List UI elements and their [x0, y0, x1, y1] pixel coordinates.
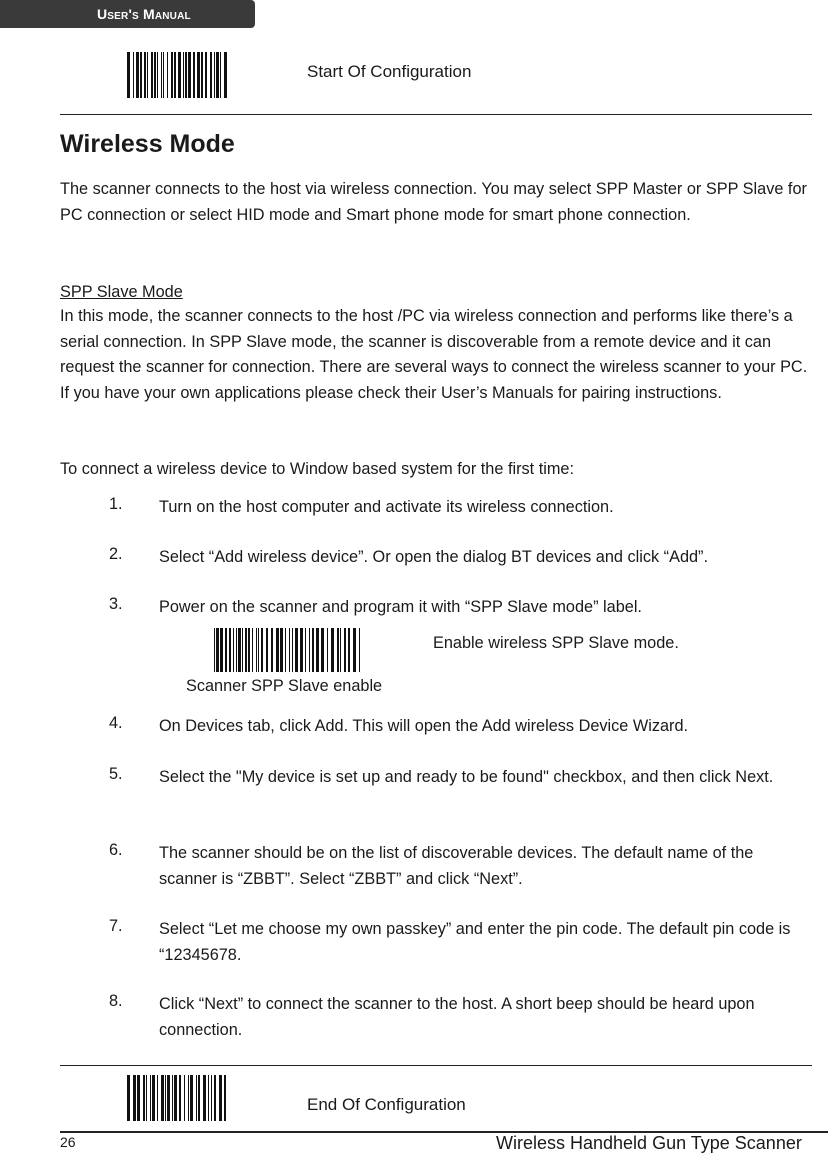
barcode-bar	[198, 1075, 200, 1121]
step-text: Click “Next” to connect the scanner to the host. A short beep should be heard upon connection.	[159, 995, 755, 1039]
barcode-bar	[229, 628, 231, 672]
barcode-bar	[285, 628, 286, 672]
start-config-barcode	[127, 52, 227, 98]
barcode-bar	[321, 628, 324, 672]
end-config-label: End Of Configuration	[307, 1095, 466, 1114]
page-number: 26	[60, 1134, 76, 1150]
barcode-bar	[184, 1075, 185, 1121]
barcode-bar	[140, 52, 142, 98]
barcode-bar	[197, 52, 200, 98]
step-number: 5.	[109, 765, 123, 783]
step-number: 3.	[109, 595, 123, 613]
barcode-bar	[280, 628, 283, 672]
barcode-bar	[185, 52, 187, 98]
barcode-bar	[167, 1075, 170, 1121]
barcode-bar	[196, 1075, 197, 1121]
end-config-barcode-image	[127, 1075, 227, 1121]
barcode-bar	[248, 628, 250, 672]
barcode-bar	[150, 1075, 151, 1121]
barcode-bar	[312, 628, 314, 672]
barcode-bar	[136, 52, 139, 98]
barcode-bar	[152, 1075, 155, 1121]
spp-barcode-caption: Scanner SPP Slave enable	[186, 677, 383, 695]
barcode-bar	[219, 1075, 222, 1121]
barcode-bar	[353, 628, 356, 672]
spp-slave-barcode	[214, 628, 360, 672]
barcode-bar	[340, 628, 341, 672]
step-text: Power on the scanner and program it with “SPP Slave mode” label.	[159, 598, 642, 616]
barcode-bar	[258, 628, 259, 672]
barcode-bar	[127, 52, 130, 98]
barcode-bar	[167, 52, 168, 98]
step-text: The scanner should be on the list of discoverable devices. The default name of the scanner is “ZBBT”. Select “ZBBT” and click “Next”.	[159, 844, 754, 888]
step-number: 2.	[109, 545, 123, 563]
step-number: 7.	[109, 917, 123, 935]
barcode-bar	[316, 628, 319, 672]
barcode-bar	[344, 628, 346, 672]
barcode-bar	[359, 628, 360, 672]
barcode-bar	[214, 1075, 216, 1121]
spp-slave-paragraph: In this mode, the scanner connects to the host /PC via wireless connection and performs like there’s a serial connection. In SPP Slave mode, the scanner is discoverable from a remote device and it can request the scanner for connection. There are several ways to connect the wireless scanner to your PC. If you have your own applications please check their User’s Manuals for pairing instructions.	[60, 307, 808, 402]
barcode-bar	[179, 1075, 181, 1121]
barcode-bar	[224, 52, 227, 98]
barcode-bar	[211, 1075, 212, 1121]
step-text: Turn on the host computer and activate its wireless connection.	[159, 498, 614, 516]
manual-header-label: User's Manual	[97, 6, 191, 22]
connect-intro: To connect a wireless device to Window based system for the first time:	[60, 460, 574, 478]
barcode-bar	[188, 1075, 189, 1121]
barcode-bar	[220, 52, 221, 98]
barcode-bar	[171, 52, 173, 98]
barcode-bar	[157, 1075, 158, 1121]
barcode-bar	[193, 52, 195, 98]
step-text: On Devices tab, click Add. This will open the Add wireless Device Wizard.	[159, 717, 689, 735]
barcode-bar	[190, 1075, 193, 1121]
barcode-bar	[245, 628, 247, 672]
barcode-bar	[214, 52, 215, 98]
barcode-bar	[133, 1075, 136, 1121]
barcode-bar	[143, 1075, 145, 1121]
barcode-bar	[289, 628, 290, 672]
barcode-bar	[266, 628, 268, 672]
barcode-bar	[331, 628, 334, 672]
barcode-bar	[208, 1075, 209, 1121]
spp-slave-barcode-image	[214, 628, 360, 672]
barcode-bar	[305, 628, 306, 672]
barcode-bar	[216, 628, 219, 672]
barcode-bar	[183, 52, 184, 98]
barcode-bar	[214, 628, 215, 672]
footer-product-title: Wireless Handheld Gun Type Scanner	[496, 1133, 802, 1153]
barcode-bar	[236, 628, 237, 672]
barcode-bar	[233, 628, 234, 672]
barcode-bar	[205, 52, 207, 98]
barcode-bar	[216, 52, 219, 98]
barcode-bar	[178, 52, 181, 98]
barcode-bar	[137, 1075, 140, 1121]
barcode-bar	[224, 1075, 226, 1121]
barcode-bar	[309, 628, 310, 672]
step-text: Select “Add wireless device”. Or open the dialog BT devices and click “Add”.	[159, 548, 708, 566]
barcode-bar	[220, 628, 223, 672]
barcode-bar	[300, 628, 303, 672]
step-text: Select “Let me choose my own passkey” and enter the pin code. The default pin code is “12345678.	[159, 920, 791, 964]
barcode-bar	[188, 52, 191, 98]
barcode-bar	[276, 628, 279, 672]
step-text: Select the "My device is set up and ready to be found" checkbox, and then click Next.	[159, 768, 774, 786]
barcode-bar	[295, 628, 298, 672]
barcode-bar	[261, 628, 263, 672]
intro-paragraph: The scanner connects to the host via wireless connection. You may select SPP Master or SPP Slave for PC connection or select HID mode and Smart phone mode for smart phone connection.	[60, 180, 807, 224]
bottom-divider	[60, 1065, 812, 1066]
barcode-bar	[337, 628, 339, 672]
step-number: 4.	[109, 714, 123, 732]
barcode-bar	[147, 52, 148, 98]
barcode-bar	[242, 628, 243, 672]
step-number: 8.	[109, 992, 123, 1010]
barcode-bar	[174, 1075, 177, 1121]
barcode-bar	[256, 628, 257, 672]
spp-barcode-description: Enable wireless SPP Slave mode.	[433, 634, 679, 652]
barcode-bar	[133, 52, 134, 98]
barcode-bar	[165, 1075, 166, 1121]
barcode-bar	[252, 628, 253, 672]
barcode-bar	[271, 628, 273, 672]
barcode-bar	[327, 628, 328, 672]
barcode-bar	[203, 1075, 206, 1121]
barcode-bar	[348, 628, 350, 672]
barcode-bar	[151, 52, 153, 98]
barcode-bar	[161, 1075, 164, 1121]
barcode-bar	[225, 628, 227, 672]
barcode-bar	[238, 628, 241, 672]
barcode-bar	[154, 52, 156, 98]
top-divider	[60, 114, 812, 115]
start-config-label: Start Of Configuration	[307, 62, 472, 81]
barcode-bar	[163, 52, 164, 98]
barcode-bar	[174, 52, 176, 98]
barcode-bar	[144, 52, 146, 98]
end-config-barcode	[127, 1075, 227, 1121]
barcode-bar	[161, 52, 162, 98]
section-title: Wireless Mode	[60, 130, 235, 158]
step-number: 1.	[109, 495, 123, 513]
manual-header-tab	[0, 0, 255, 28]
barcode-bar	[201, 52, 203, 98]
step-number: 6.	[109, 841, 123, 859]
start-config-barcode-image	[127, 52, 227, 98]
barcode-bar	[210, 52, 212, 98]
barcode-bar	[172, 1075, 173, 1121]
barcode-bar	[157, 52, 158, 98]
barcode-bar	[146, 1075, 147, 1121]
spp-slave-heading: SPP Slave Mode	[60, 283, 183, 301]
barcode-bar	[292, 628, 293, 672]
barcode-bar	[127, 1075, 130, 1121]
